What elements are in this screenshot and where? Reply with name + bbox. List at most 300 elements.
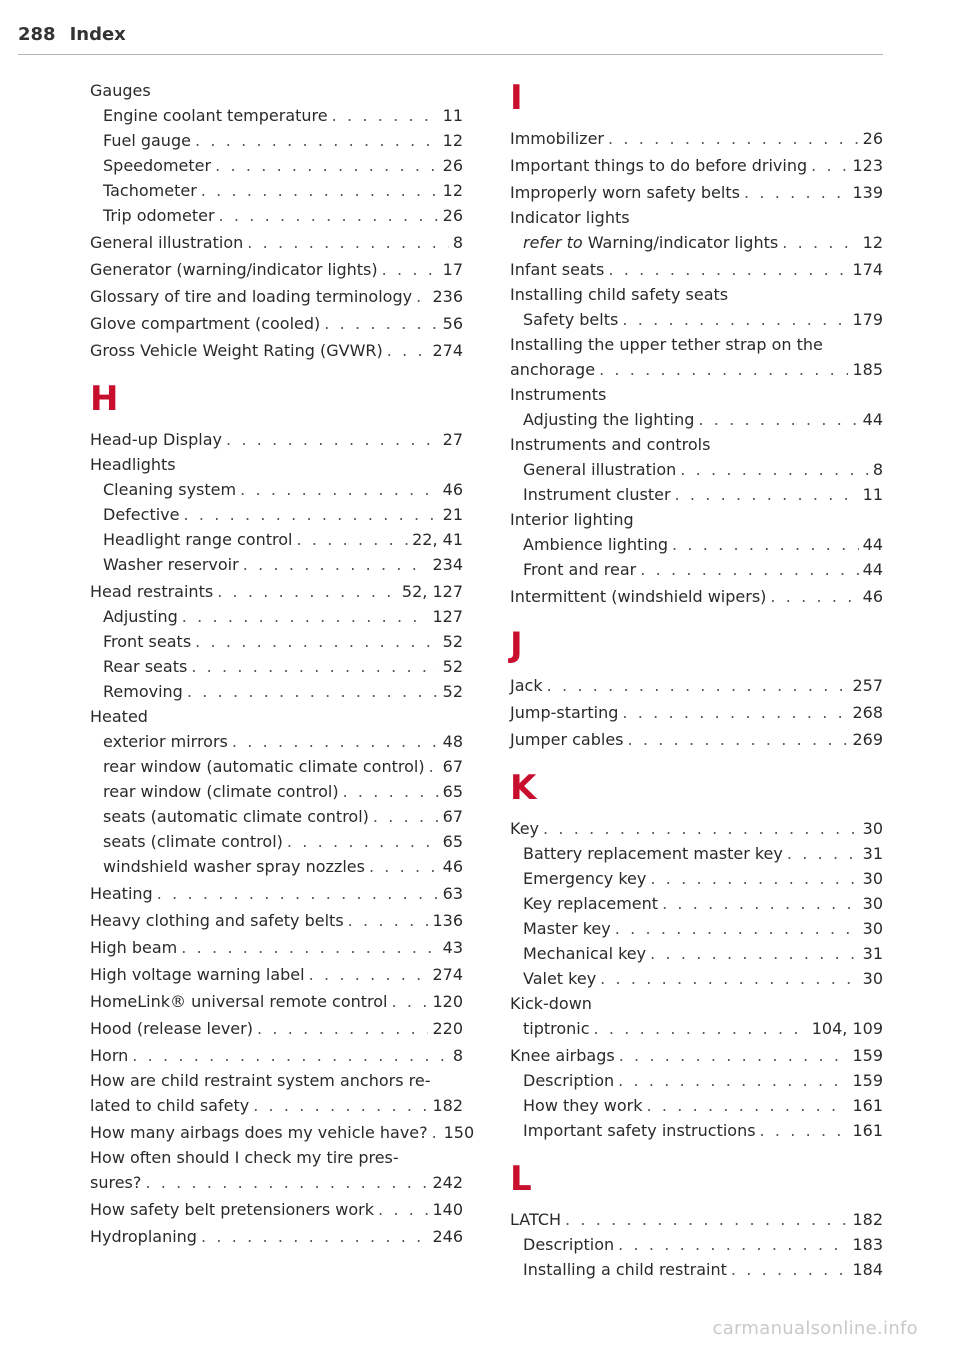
dot-leader [618,1232,848,1257]
entry-page-ref: 8 [452,1046,463,1065]
dot-leader [672,532,859,557]
dot-leader [183,502,438,527]
entry-page-ref: 63 [442,884,463,903]
entry-page-ref: 257 [852,676,883,695]
index-entry [90,779,463,804]
entry-page-ref: 46 [862,587,883,606]
entry-page-ref: 17 [442,260,463,279]
entry-page-ref: 127 [432,607,463,626]
index-entry [510,126,883,151]
dot-leader [392,989,429,1014]
entry-page-ref: 183 [852,1235,883,1254]
index-entry [90,502,463,527]
dot-leader [628,727,849,752]
entry-label: Mechanical key [523,944,647,963]
dot-leader [416,284,428,309]
entry-page-ref: 52 [442,682,463,701]
index-entry [510,180,883,205]
entry-label: Emergency key [523,869,647,888]
dot-leader [191,654,438,679]
entry-label: Installing child safety seats [510,285,729,304]
index-entry [510,727,883,752]
entry-page-ref: 12 [862,233,883,252]
entry-label: Front seats [103,632,192,651]
entry-page-ref: 30 [862,919,883,938]
index-entry [90,962,463,987]
dot-leader [332,103,439,128]
index-entry [510,532,883,557]
entry-label: How safety belt pretensioners work [90,1200,374,1219]
index-entry [90,527,463,552]
entry-label: Headlights [90,455,176,474]
index-entry [510,382,883,407]
entry-label: Heating [90,884,153,903]
entry-page-ref: 268 [852,703,883,722]
dot-leader [429,754,439,779]
index-entry [90,552,463,577]
index-entry [90,78,463,103]
dot-leader [650,866,858,891]
entry-page-ref: 12 [442,131,463,150]
index-entry [510,991,883,1016]
index-entry [90,1197,463,1222]
dot-leader [373,804,439,829]
entry-label: Installing the upper tether strap on the [510,335,823,354]
entry-label: Infant seats [510,260,605,279]
dot-leader [731,1257,849,1282]
entry-page-ref: 246 [432,1227,463,1246]
index-entry [90,1170,463,1195]
entry-label: Tachometer [103,181,197,200]
entry-page-ref: 179 [852,310,883,329]
entry-label: Washer reservoir [103,555,239,574]
index-entry [90,604,463,629]
index-entry [510,673,883,698]
entry-label: Valet key [523,969,597,988]
dot-leader [543,816,859,841]
entry-label: Battery replacement master key [523,844,783,863]
index-entry [90,654,463,679]
entry-page-ref: 65 [442,832,463,851]
dot-leader [309,962,429,987]
entry-label: Fuel gauge [103,131,191,150]
index-entry [510,1207,883,1232]
dot-leader [760,1118,849,1143]
index-entry [510,153,883,178]
entry-label: Kick-down [510,994,592,1013]
index-entry [510,700,883,725]
entry-page-ref: 22, 41 [412,530,463,549]
entry-label: General illustration [523,460,677,479]
index-entry [510,205,883,230]
dot-leader [622,307,848,332]
entry-label: How many airbags does my vehicle have? [90,1123,428,1142]
entry-page-ref: 140 [432,1200,463,1219]
entry-page-ref: 120 [432,992,463,1011]
page-header [18,24,883,55]
entry-label: Jack [510,676,543,695]
entry-page-ref: 182 [852,1210,883,1229]
index-entry [510,557,883,582]
dot-leader [217,579,398,604]
entry-page-ref: 52 [442,632,463,651]
index-entry [90,284,463,309]
dot-leader [145,1170,428,1195]
entry-label: Instruments and controls [510,435,711,454]
entry-label: Hydroplaning [90,1227,197,1246]
entry-page-ref: 56 [442,314,463,333]
entry-label: Rear seats [103,657,188,676]
entry-label: Heavy clothing and safety belts [90,911,344,930]
entry-label: Head restraints [90,582,214,601]
entry-label: Jump-starting [510,703,619,722]
index-entry [90,935,463,960]
entry-page-ref: 65 [442,782,463,801]
dot-leader [182,604,429,629]
entry-page-ref: 26 [442,206,463,225]
entry-label: High beam [90,938,178,957]
entry-page-ref: 159 [852,1071,883,1090]
index-entry [90,338,463,363]
entry-label: Ambience lighting [523,535,669,554]
index-entry [510,966,883,991]
entry-page-ref: 139 [852,183,883,202]
dot-leader [240,477,439,502]
dot-leader [219,203,439,228]
dot-leader [811,153,848,178]
index-entry [90,1145,463,1170]
entry-label: Knee airbags [510,1046,615,1065]
entry-page-ref: 26 [862,129,883,148]
dot-leader [622,700,848,725]
dot-leader [640,557,858,582]
index-entry [510,841,883,866]
dot-leader [378,1197,428,1222]
entry-label: Trip odometer [103,206,215,225]
entry-label: Important things to do before driving [510,156,808,175]
entry-page-ref: 52, 127 [401,582,463,601]
dot-leader [369,854,439,879]
index-entry [90,203,463,228]
dot-leader [324,311,438,336]
entry-page-ref: 21 [442,505,463,524]
entry-label [523,230,778,255]
index-column-right [510,78,883,1282]
entry-label: Speedometer [103,156,212,175]
entry-page-ref: 31 [862,944,883,963]
entry-label: Description [523,1235,615,1254]
entry-page-ref: 27 [442,430,463,449]
dot-leader [770,584,858,609]
entry-label: anchorage [510,360,596,379]
entry-page-ref: 44 [862,410,883,429]
dot-leader [387,338,429,363]
entry-label: Defective [103,505,180,524]
index-entry [510,1068,883,1093]
dot-leader [296,527,408,552]
entry-page-ref: 234 [432,555,463,574]
entry-page-ref: 44 [862,535,883,554]
dot-leader [287,829,439,854]
index-entry [90,729,463,754]
entry-label: rear window (climate control) [103,782,339,801]
dot-leader [618,1068,848,1093]
entry-label: How are child restraint system anchors re- [90,1071,431,1090]
index-entry [90,178,463,203]
entry-label: rear window (automatic climate control) [103,757,425,776]
index-entry [510,866,883,891]
dot-leader [782,230,858,255]
index-entry [90,1093,463,1118]
entry-page-ref: 46 [442,857,463,876]
dot-leader [608,257,848,282]
dot-leader [565,1207,848,1232]
entry-label: Glossary of tire and loading terminology [90,287,413,306]
index-entry [510,332,883,357]
dot-leader [547,673,849,698]
entry-page-ref: 46 [442,480,463,499]
index-entry [90,754,463,779]
dot-leader [650,941,859,966]
index-entry [510,482,883,507]
entry-page-ref: 159 [852,1046,883,1065]
entry-label: sures? [90,1173,142,1192]
index-entry [90,103,463,128]
index-entry [90,1016,463,1041]
entry-label-italic: refer to [523,233,583,252]
dot-leader [432,1120,440,1145]
entry-page-ref: 274 [432,965,463,984]
index-entry [90,854,463,879]
entry-label: exterior mirrors [103,732,228,751]
entry-page-ref: 242 [432,1173,463,1192]
dot-leader [257,1016,429,1041]
entry-page-ref: 184 [852,1260,883,1279]
dot-leader [132,1043,449,1068]
index-entry [510,1043,883,1068]
index-entry [90,477,463,502]
entry-page-ref: 161 [852,1096,883,1115]
entry-page-ref: 43 [442,938,463,957]
entry-label: Headlight range control [103,530,293,549]
entry-page-ref: 11 [442,106,463,125]
index-entry [510,407,883,432]
entry-label: Instrument cluster [523,485,671,504]
entry-label: Adjusting [103,607,178,626]
entry-page-ref: 11 [862,485,883,504]
entry-label: HomeLink® universal remote control [90,992,388,1011]
index-entry [90,881,463,906]
entry-label-text: Warning/indicator lights [582,233,779,252]
index-entry [510,230,883,255]
entry-page-ref: 30 [862,894,883,913]
index-entry [90,311,463,336]
dot-leader [343,779,439,804]
entry-page-ref: 104, 109 [811,1019,883,1038]
index-entry [90,804,463,829]
entry-label: How they work [523,1096,643,1115]
dot-leader [787,841,859,866]
entry-page-ref: 67 [442,807,463,826]
index-entry [90,579,463,604]
index-entry [90,427,463,452]
entry-page-ref: 12 [442,181,463,200]
dot-leader [662,891,859,916]
dot-leader [253,1093,428,1118]
dot-leader [599,357,848,382]
section-letter-k: K [510,768,537,808]
index-entry [90,153,463,178]
entry-label: Adjusting the lighting [523,410,695,429]
index-entry [90,679,463,704]
index-entry [90,829,463,854]
entry-label: Installing a child restraint [523,1260,727,1279]
entry-label: Hood (release lever) [90,1019,253,1038]
index-entry [510,891,883,916]
entry-page-ref: 8 [452,233,463,252]
entry-page-ref: 30 [862,969,883,988]
entry-label: Cleaning system [103,480,237,499]
index-entry [510,357,883,382]
entry-page-ref: 185 [852,360,883,379]
index-entry [510,282,883,307]
entry-page-ref: 67 [442,757,463,776]
index-entry [510,507,883,532]
dot-leader [157,881,439,906]
index-entry [90,128,463,153]
entry-page-ref: 30 [862,819,883,838]
index-entry [90,230,463,255]
entry-label: Gross Vehicle Weight Rating (GVWR) [90,341,383,360]
index-entry [90,1224,463,1249]
entry-label: seats (climate control) [103,832,283,851]
dot-leader [647,1093,849,1118]
index-entry [90,629,463,654]
index-entry [510,941,883,966]
entry-label: seats (automatic climate control) [103,807,369,826]
index-entry [510,916,883,941]
entry-label: Master key [523,919,611,938]
index-entry [510,432,883,457]
entry-label: Generator (warning/indicator lights) [90,260,378,279]
dot-leader [187,679,439,704]
entry-label: Important safety instructions [523,1121,756,1140]
entry-label: windshield washer spray nozzles [103,857,365,876]
entry-label: tiptronic [523,1019,590,1038]
entry-label: Improperly worn safety belts [510,183,740,202]
entry-page-ref: 52 [442,657,463,676]
entry-label: Key [510,819,540,838]
entry-label: Key replacement [523,894,659,913]
index-entry [510,307,883,332]
entry-label: Jumper cables [510,730,624,749]
entry-label: LATCH [510,1210,562,1229]
entry-label: Gauges [90,81,151,100]
entry-label: Engine coolant temperature [103,106,328,125]
dot-leader [615,916,859,941]
dot-leader [181,935,438,960]
entry-label: Head-up Display [90,430,222,449]
entry-label: Heated [90,707,148,726]
watermark-text: carmanualsonline.info [712,1318,918,1339]
entry-page-ref: 136 [432,911,463,930]
entry-page-ref: 220 [432,1019,463,1038]
entry-page-ref: 269 [852,730,883,749]
dot-leader [348,908,429,933]
index-entry [90,1043,463,1068]
entry-page-ref: 8 [872,460,883,479]
dot-leader [201,178,439,203]
index-entry [90,704,463,729]
section-letter-l: L [510,1159,532,1199]
page-title: Index [69,24,126,45]
index-entry [510,584,883,609]
dot-leader [215,153,439,178]
entry-page-ref: 236 [432,287,463,306]
entry-label: Interior lighting [510,510,634,529]
index-entry [90,1068,463,1093]
entry-page-ref: 174 [852,260,883,279]
index-entry [510,1118,883,1143]
dot-leader [594,1016,808,1041]
entry-label: How often should I check my tire pres- [90,1148,399,1167]
section-letter-j: J [510,625,523,665]
index-entry [90,989,463,1014]
index-entry [510,1257,883,1282]
dot-leader [600,966,858,991]
index-entry [510,816,883,841]
page-number: 288 [18,24,56,45]
entry-page-ref: 182 [432,1096,463,1115]
dot-leader [201,1224,428,1249]
dot-leader [698,407,858,432]
index-entry [510,1093,883,1118]
entry-label: Intermittent (windshield wipers) [510,587,767,606]
entry-label: Indicator lights [510,208,630,227]
entry-label: Front and rear [523,560,637,579]
entry-page-ref: 161 [852,1121,883,1140]
dot-leader [619,1043,849,1068]
entry-page-ref: 30 [862,869,883,888]
index-entry [90,908,463,933]
entry-label: Immobilizer [510,129,604,148]
entry-page-ref: 123 [852,156,883,175]
dot-leader [744,180,849,205]
index-entry [510,1232,883,1257]
section-letter-i: I [510,78,523,118]
index-entry [90,452,463,477]
index-entry [90,257,463,282]
entry-label: Horn [90,1046,129,1065]
entry-page-ref: 31 [862,844,883,863]
index-column-left [90,78,475,1249]
entry-label: High voltage warning label [90,965,305,984]
dot-leader [243,552,429,577]
entry-label: Instruments [510,385,607,404]
entry-page-ref: 26 [442,156,463,175]
dot-leader [195,629,438,654]
index-entry [510,457,883,482]
dot-leader [247,230,449,255]
entry-label: Description [523,1071,615,1090]
entry-page-ref: 44 [862,560,883,579]
index-entry [510,257,883,282]
index-entry [90,1120,475,1145]
dot-leader [382,257,439,282]
entry-label: Glove compartment (cooled) [90,314,321,333]
index-entry [510,1016,883,1041]
entry-page-ref: 150 [443,1123,475,1142]
